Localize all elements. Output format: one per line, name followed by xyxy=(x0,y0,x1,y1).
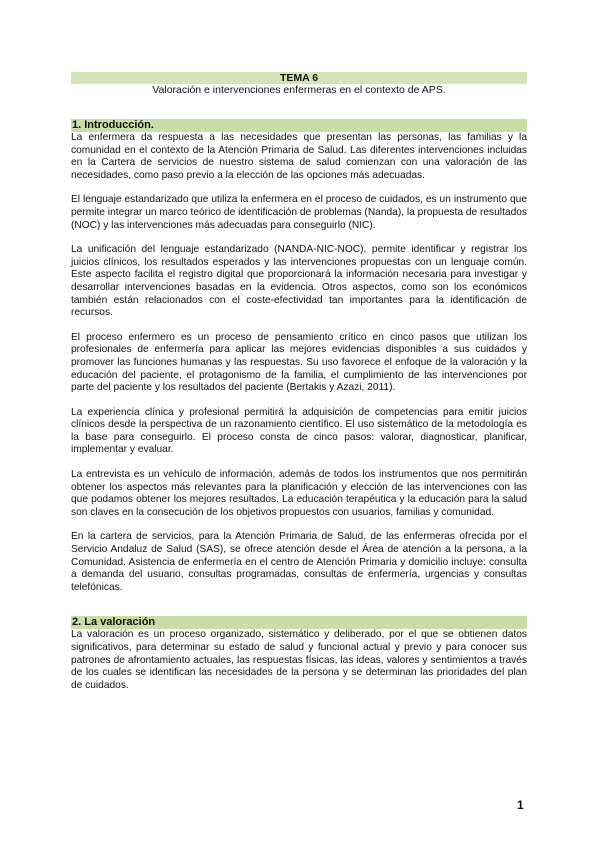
section-heading-valoracion: 2. La valoración xyxy=(71,616,527,629)
paragraph: En la cartera de servicios, para la Atención Primaria de Salud, de las enfermeras ofrecida por el Servicio Andaluz de Salud (SAS), se ofrece atención desde el Área de atención a la persona, a la Comunidad. Asistencia de enfermería en el centro de Atención Primaria y domicilio incluye: consulta a demanda del usuario, consultas programadas, consultas de enfermería, urgencias y consultas telefónicas. xyxy=(71,531,527,593)
document-title: TEMA 6 xyxy=(71,72,527,84)
spacer xyxy=(71,97,527,119)
paragraph: El proceso enfermero es un proceso de pensamiento crítico en cinco pasos que utilizan los profesionales de enfermería para aplicar las mejores evidencias disponibles a sus cuidados y promover las funciones humanas y las respuestas. Su uso favorece el enfoque de la valoración y la educación del paciente, el protagonismo de la familia, el cumplimiento de las intervenciones por parte del paciente y los resultados del paciente (Bertakis y Azazi, 2011). xyxy=(71,331,527,394)
paragraph: El lenguaje estandarizado que utiliza la enfermera en el proceso de cuidados, es un instrumento que permite integrar un marco teórico de identificación de problemas (Nanda), la propuesta de resultados (NOC) y las intervenciones más adecuadas para conseguirlo (NIC). xyxy=(71,194,527,231)
section-heading-introduccion: 1. Introducción. xyxy=(71,119,527,132)
spacer xyxy=(71,594,527,616)
paragraph: La unificación del lenguaje estandarizado (NANDA-NIC-NOC), permite identificar y registrar los juicios clínicos, los resultados esperados y las intervenciones propuestas con un lenguaje común. Este aspecto facilita el registro digital que proporcionará la información necesaria para investigar y desarrollar intervenciones basadas en la evidencia. Otros aspectos, como son los económicos también están relacionados con el coste-efectividad tan importantes para la identificación de recursos. xyxy=(71,244,527,319)
paragraph: La experiencia clínica y profesional permitirá la adquisición de competencias para emitir juicios clínicos desde la perspectiva de un razonamiento científico. El uso sistemático de la metodología es la base para conseguirlo. El proceso consta de cinco pasos: valorar, diagnosticar, planificar, implementar y evaluar. xyxy=(71,406,527,456)
paragraph: La valoración es un proceso organizado, sistemático y deliberado, por el que se obtienen datos significativos, para determinar su estado de salud y funcional actual y previo y para conocer sus patrones de afrontamiento actuales, las respuestas físicas, las ideas, valores y sentimientos a través de los cuales se identifican las necesidades de la persona y se determinan las prioridades del plan de cuidados. xyxy=(71,629,527,691)
paragraph: La entrevista es un vehículo de información, además de todos los instrumentos que nos permitirán obtener los aspectos más relevantes para la planificación y elección de las intervenciones con las que podamos obtener los mejores resultados. La educación terapéutica y la educación para la salud son claves en la consecución de los objetivos propuestos con usuarios, familias y comunidad. xyxy=(71,469,527,518)
document-subtitle: Valoración e intervenciones enfermeras en el contexto de APS. xyxy=(152,84,446,96)
document-page xyxy=(71,72,527,692)
page-number: 1 xyxy=(517,798,524,812)
paragraph: La enfermera da respuesta a las necesidades que presentan las personas, las familias y la comunidad en el contexto de la Atención Primaria de Salud. Las diferentes intervenciones incluidas en la Cartera de servicios de nuestro sistema de salud comienzan con una valoración de las necesidades, como paso previo a la elección de las opciones más adecuadas. xyxy=(71,132,527,181)
